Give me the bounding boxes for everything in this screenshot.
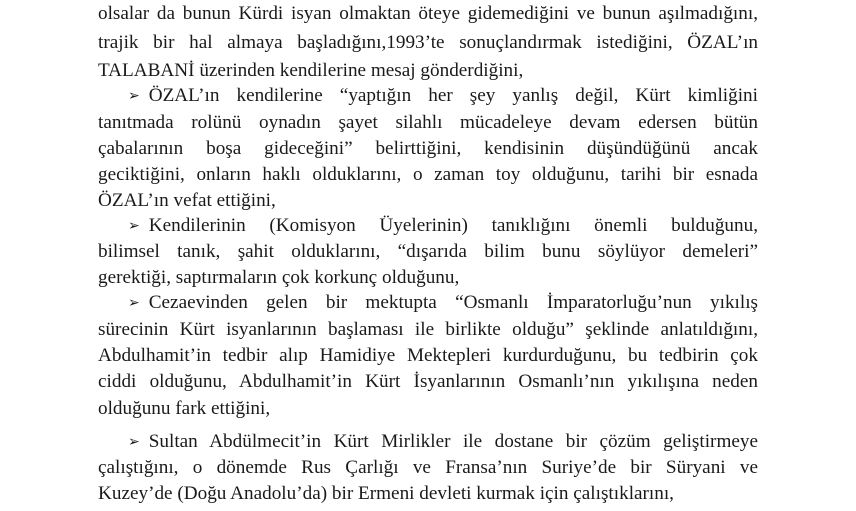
text-line: gerektiği, saptırmaların çok korkunç olduğunu, [98, 267, 460, 288]
arrow-bullet-icon: ➢ [128, 295, 140, 311]
text-line: Kuzey’de (Doğu Anadolu’da) bir Ermeni devleti kurmak için çalıştıklarını, [98, 483, 674, 504]
text-line: bilimsel tanık, şahit olduklarını, “dışarıda bilim bunu söylüyor demeleri” [98, 241, 758, 262]
text-line: sürecinin Kürt isyanlarının başlaması ile birlikte olduğu” şeklinde anlatıldığını, [98, 319, 758, 340]
text-line: olsalar da bunun Kürdi isyan olmaktan öteye gidemediğini ve bunun aşılmadığını, [98, 3, 758, 24]
text-line: olduğunu fark ettiğini, [98, 398, 271, 419]
bullet-item-ozal [128, 84, 758, 109]
text-line: ciddi olduğunu, Abdulhamit’in Kürt İsyanlarının Osmanlı’nın yıkılışına neden [98, 371, 758, 392]
text-line: Kendilerinin (Komisyon Üyelerinin) tanıklığını önemli bulduğunu, [148, 215, 758, 236]
bullet-item-komisyon [128, 214, 758, 239]
text-line: çabalarının boşa gideceğini” belirttiğini, kendisinin düşündüğünü ancak [98, 138, 758, 159]
text-line: geciktiğini, onların haklı olduklarını, o zaman toy olduğunu, tarihi bir esnada [98, 164, 758, 185]
arrow-bullet-icon: ➢ [128, 434, 140, 450]
bullet-item-abdulmecit [128, 430, 758, 455]
text-line: Sultan Abdülmecit’in Kürt Mirlikler ile dostane bir çözüm geliştirmeye [148, 431, 758, 452]
text-line: ÖZAL’ın kendilerine “yaptığın her şey yanlış değil, Kürt kimliğini [148, 85, 758, 106]
text-line: tanıtmada rolünü oynadın şayet silahlı mücadeleye devam edersen bütün [98, 112, 758, 133]
text-line: trajik bir hal almaya başladığını,1993’te sonuçlandırmak istediğini, ÖZAL’ın [98, 32, 758, 53]
bullet-item-cezaevi [128, 291, 758, 316]
text-line: ÖZAL’ın vefat ettiğini, [98, 190, 276, 211]
text-line: çalıştığını, o dönemde Rus Çarlığı ve Fransa’nın Suriye’de bir Süryani ve [98, 457, 758, 478]
text-line: TALABANİ üzerinden kendilerine mesaj gönderdiğini, [98, 60, 524, 81]
text-line: Cezaevinden gelen bir mektupta “Osmanlı İmparatorluğu’nun yıkılış [148, 292, 758, 313]
arrow-bullet-icon: ➢ [128, 88, 140, 104]
arrow-bullet-icon: ➢ [128, 218, 140, 234]
text-line: Abdulhamit’in tedbir alıp Hamidiye Mektepleri kurdurduğunu, bu tedbirin çok [98, 345, 758, 366]
